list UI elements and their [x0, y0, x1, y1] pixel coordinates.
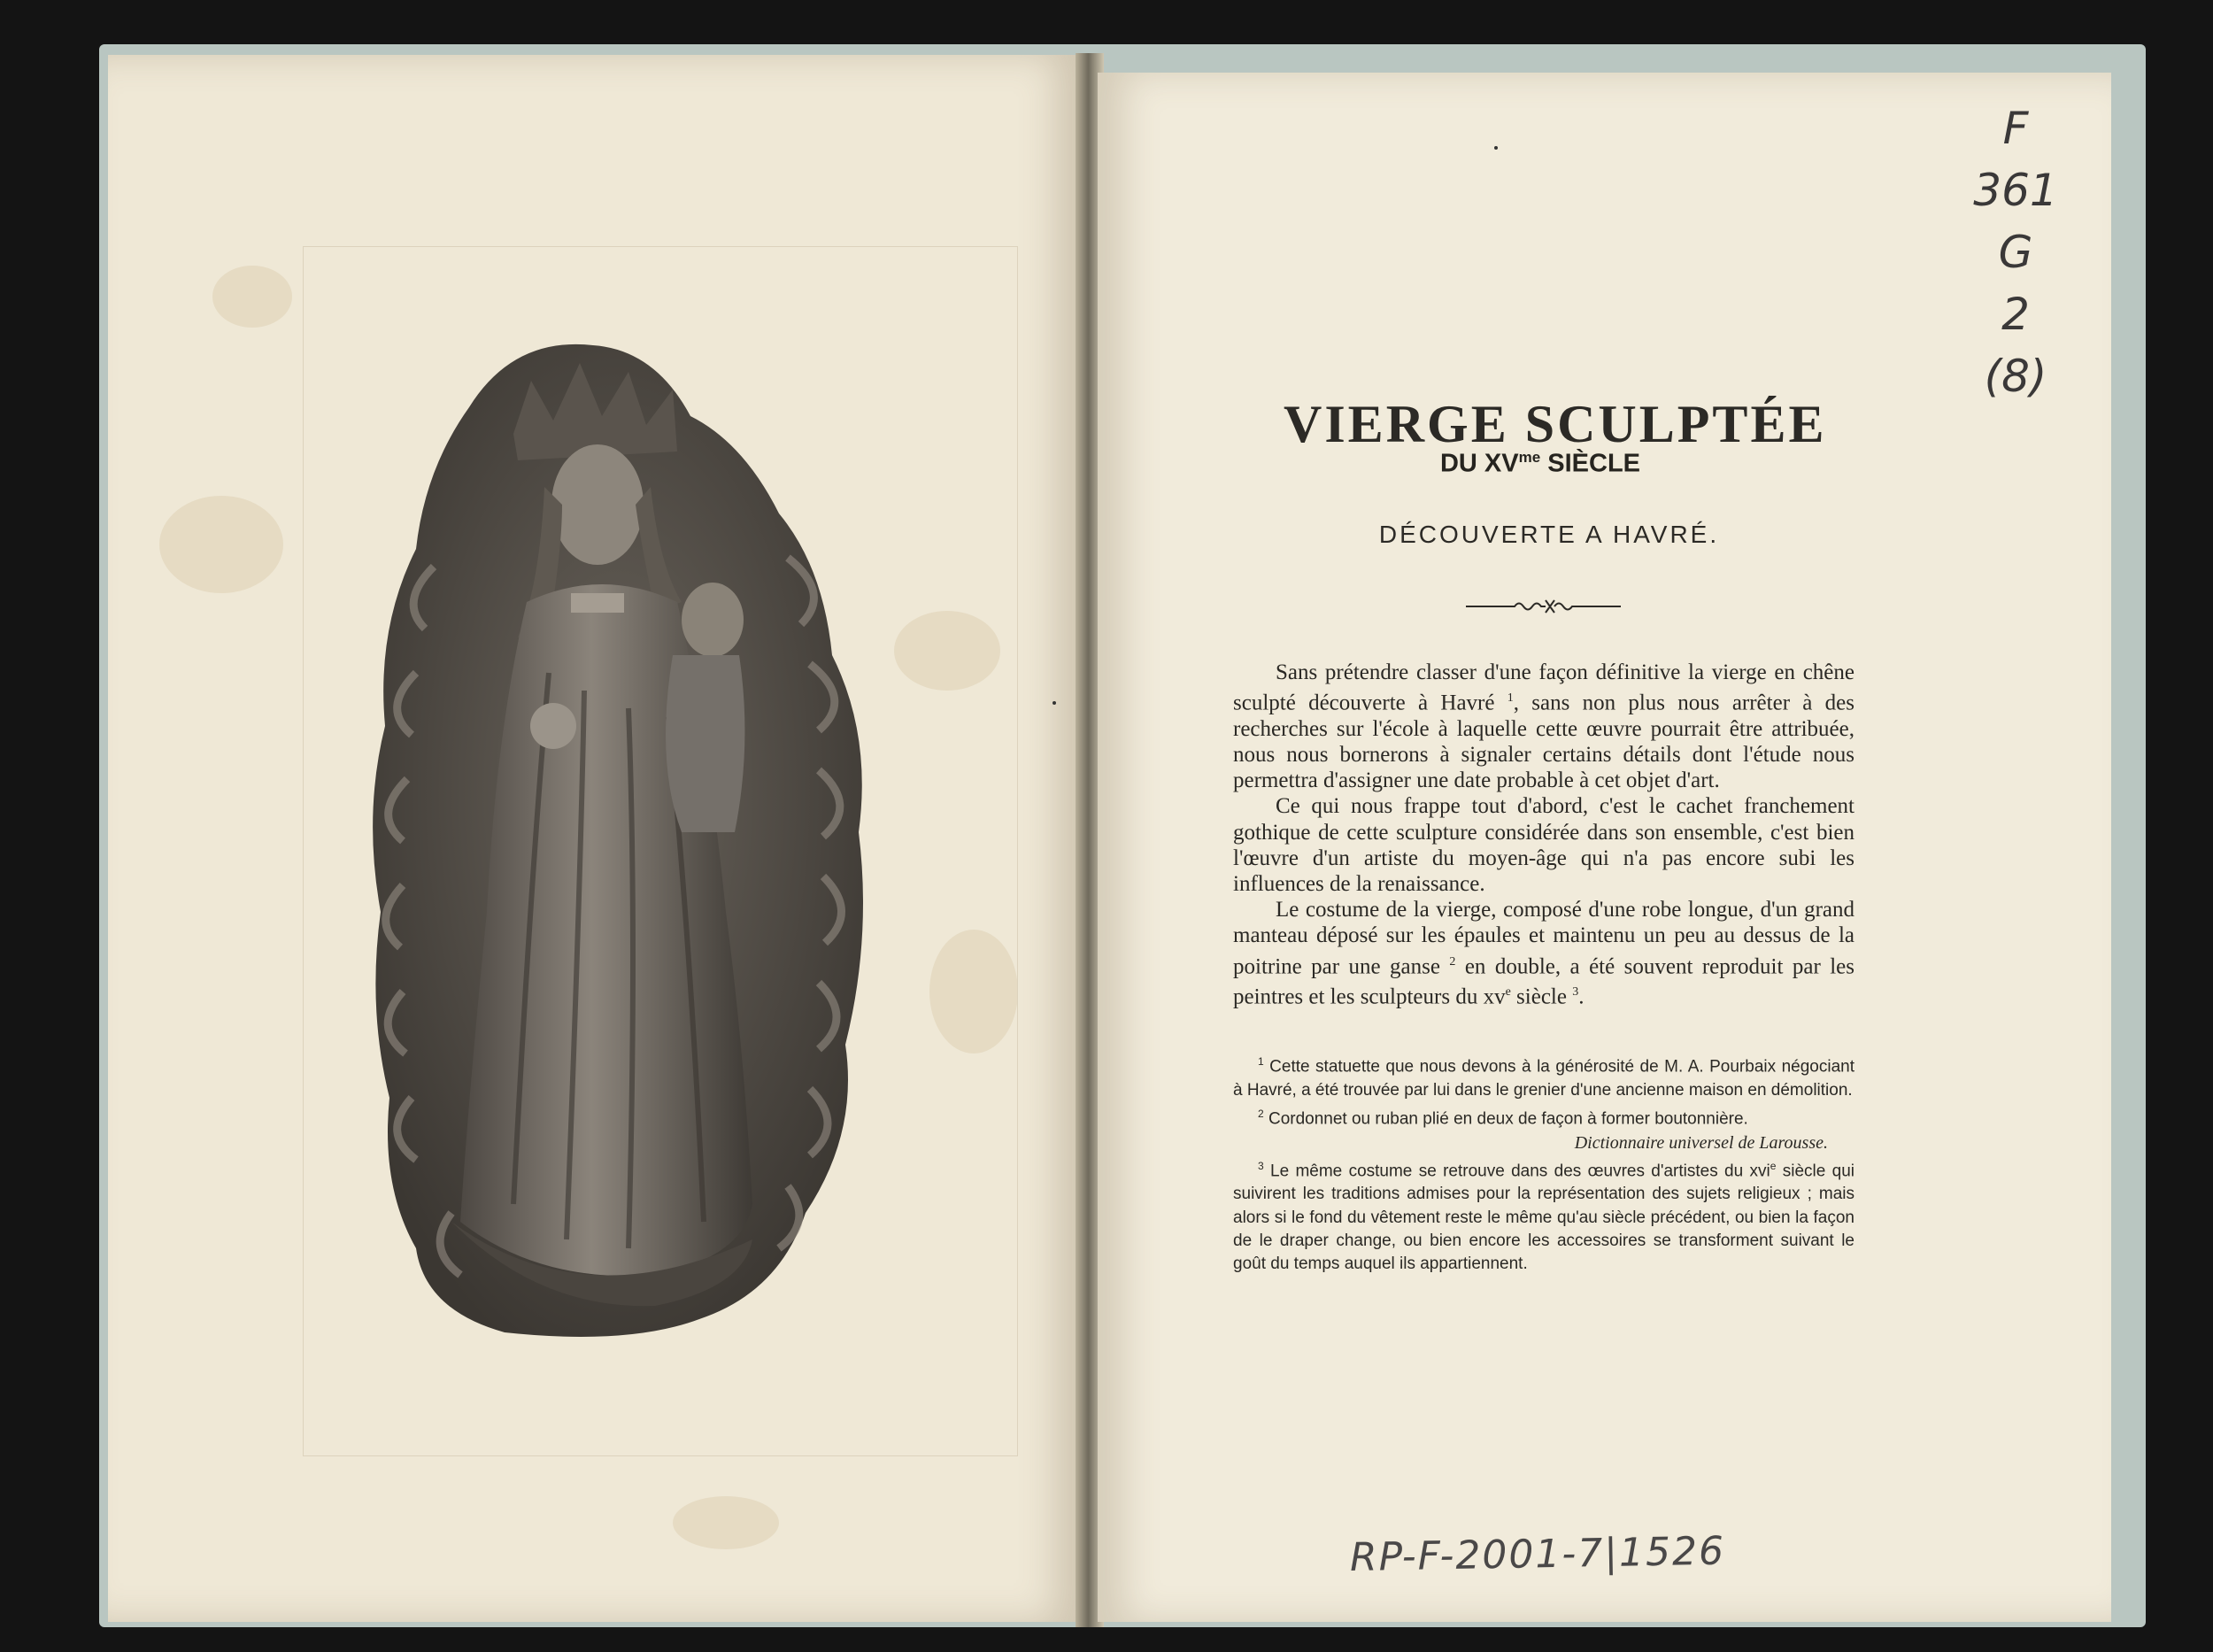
page-speck	[1053, 701, 1056, 705]
inventory-number: RP-F-2001-7|1526	[1349, 1528, 1726, 1581]
page-title: VIERGE SCULPTÉE	[1284, 395, 1827, 454]
page-speck	[1494, 146, 1498, 150]
ornament-divider	[1466, 593, 1621, 620]
handwritten-shelfmark: F 361 G 2 (8)	[1973, 103, 2058, 402]
body-text	[1233, 660, 1854, 1010]
footnote: $^1$ Cette statuette que nous devons à la générosité de M. A. Pourbaix négociant à Havré, a été trouvée par lui dans le grenier d'une ancienne maison en démolition.	[1233, 1055, 1854, 1100]
footnote-source: Dictionnaire universel de Larousse.	[1574, 1132, 1828, 1153]
foxing-stain	[673, 1496, 779, 1549]
paragraph: Ce qui nous frappe tout d'abord, c'est le cachet franchement gothique de cette sculpture considérée dans son ensemble, c'est bien l'œuvre d'un artiste du moyen-âge qui n'a pas encore subi les influences de la renaissance.	[1233, 794, 1854, 896]
paragraph: Sans prétendre classer d'une façon définitive la vierge en chêne sculpté découverte à Havré $^1$, sans non plus nous arrêter à des recherches sur l'école à laquelle cette œuvre pourrait être attribuée, nous nous bornerons à signaler certains détails dont l'étude nous permettra d'assigner une date probable à cet objet d'art.	[1233, 660, 1854, 793]
footnotes	[1233, 1050, 1854, 1277]
virgin-statue-plate	[363, 336, 876, 1350]
paragraph: Le costume de la vierge, composé d'une robe longue, d'un grand manteau déposé sur les épaules et maintenu un peu au dessus de la poitrine par une ganse $^2$ en double, a été souvent reproduit par les peintres et les sculpteurs du $xv^e$ siècle $^3$.	[1233, 898, 1854, 1009]
footnote: $^3$ Le même costume se retrouve dans des œuvres d'artistes du xvi$^e$ siècle qui suivirent les traditions admises pour la représentation des sujets religieux ; mais alors si le fond du vêtement reste le même qu'au siècle précédent, ou bien la façon de le draper change, ou bien encore les accessoires se transforment suivant le goût du temps auquel ils appartiennent.	[1233, 1159, 1854, 1274]
foxing-stain	[212, 266, 292, 328]
discovery-line: DÉCOUVERTE A HAVRÉ.	[1378, 521, 1720, 548]
foxing-stain	[159, 496, 283, 593]
footnote: $^2$ Cordonnet ou ruban plié en deux de façon à former boutonnière.	[1258, 1107, 1748, 1129]
page-subtitle: DU $XV^{me}$ SIÈCLE	[1439, 449, 1641, 478]
